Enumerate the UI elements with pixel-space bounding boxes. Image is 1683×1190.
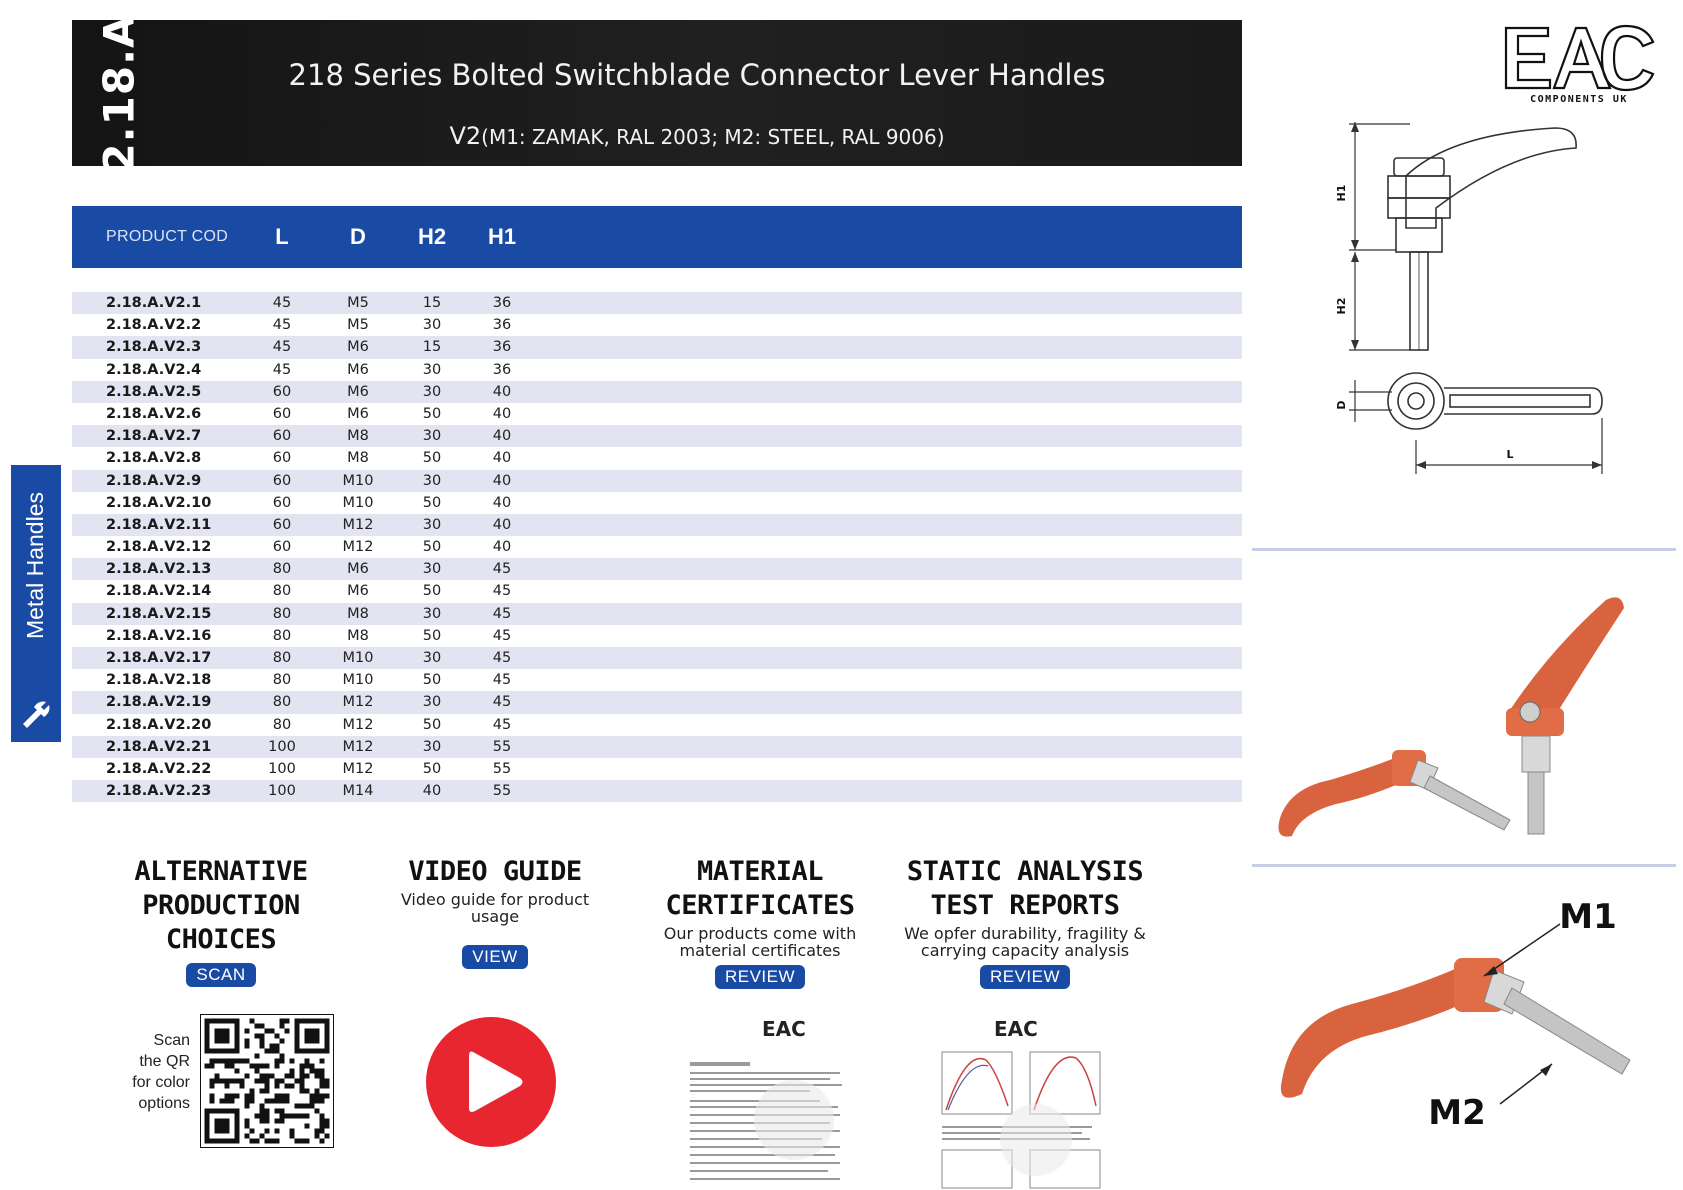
scan-button[interactable]: SCAN <box>186 963 255 987</box>
h2-cell: 15 <box>422 339 442 356</box>
product-code-cell: 2.18.A.V2.16 <box>106 627 212 644</box>
h2-cell: 30 <box>422 650 442 666</box>
d-cell: M5 <box>347 295 369 311</box>
h2-cell: 50 <box>422 450 442 467</box>
table-row <box>72 647 1242 669</box>
test-report-document-thumbnail[interactable] <box>936 1010 1106 1190</box>
h2-cell: 50 <box>422 672 442 689</box>
page-title: 218 Series Bolted Switchblade Connector Lever Handles <box>288 58 1106 92</box>
product-code-cell: 2.18.A.V2.7 <box>106 428 202 445</box>
h2-cell: 50 <box>422 539 442 556</box>
table-row <box>72 736 1242 758</box>
h2-cell: 50 <box>422 494 442 511</box>
callout-m1: M1 <box>1559 897 1617 937</box>
l-cell: 60 <box>272 405 292 422</box>
l-cell: 45 <box>272 295 292 311</box>
product-code-cell: 2.18.A.V2.10 <box>106 494 212 511</box>
section-description: We opfer durability, fragility & carrying capacity analysis <box>904 924 1146 960</box>
d-cell: M12 <box>342 516 374 533</box>
h2-cell: 50 <box>422 760 442 777</box>
d-cell: M10 <box>342 494 374 511</box>
section-description: Our products come with material certificates <box>663 924 857 960</box>
table-row <box>72 425 1242 447</box>
h2-cell: 30 <box>422 383 442 400</box>
qr-code[interactable] <box>200 1014 334 1148</box>
l-cell: 60 <box>272 516 292 533</box>
product-code-cell: 2.18.A.V2.6 <box>106 405 202 422</box>
h1-cell: 40 <box>492 405 512 422</box>
certificate-document-thumbnail[interactable] <box>684 1010 854 1190</box>
svg-text:EAC: EAC <box>994 1017 1038 1041</box>
l-cell: 45 <box>272 361 292 378</box>
section-title: STATIC ANALYSIS TEST REPORTS <box>906 856 1144 921</box>
d-cell: M12 <box>342 760 374 777</box>
alternative-production-section <box>96 855 346 987</box>
d-cell: M6 <box>347 339 369 356</box>
l-cell: 80 <box>272 716 292 733</box>
d-cell: M8 <box>347 428 369 445</box>
table-row <box>72 603 1242 625</box>
product-code-cell: 2.18.A.V2.2 <box>106 317 202 334</box>
category-tab-label: Metal Handles <box>22 491 49 639</box>
h1-cell: 40 <box>492 450 512 467</box>
product-code-cell: 2.18.A.V2.23 <box>106 783 212 800</box>
page-subtitle: V2(M1: ZAMAK, RAL 2003; M2: STEEL, RAL 9006) <box>449 122 945 150</box>
h2-cell: 30 <box>422 561 442 578</box>
d-cell: M14 <box>342 783 374 800</box>
h2-cell: 50 <box>422 583 442 600</box>
l-cell: 60 <box>272 450 292 467</box>
table-row <box>72 780 1242 802</box>
play-video-icon[interactable] <box>425 1016 557 1148</box>
h1-cell: 55 <box>492 738 512 755</box>
category-tab[interactable] <box>11 465 61 742</box>
l-cell: 80 <box>272 583 292 600</box>
h2-cell: 30 <box>422 361 442 378</box>
d-cell: M10 <box>342 650 374 666</box>
h1-cell: 45 <box>492 605 512 622</box>
product-code-cell: 2.18.A.V2.14 <box>106 583 212 600</box>
column-header-l: L <box>275 224 289 249</box>
h1-cell: 40 <box>492 428 512 445</box>
h2-cell: 30 <box>422 428 442 445</box>
l-cell: 80 <box>272 694 292 711</box>
h2-cell: 15 <box>422 295 442 311</box>
divider <box>1252 864 1676 867</box>
table-body <box>72 292 1242 802</box>
h2-cell: 30 <box>422 472 442 489</box>
h1-cell: 36 <box>492 361 512 378</box>
d-cell: M10 <box>342 672 374 689</box>
h2-cell: 30 <box>422 738 442 755</box>
svg-text:EAC: EAC <box>762 1017 806 1041</box>
h1-cell: 45 <box>492 627 512 644</box>
wrench-icon <box>19 696 53 730</box>
technical-drawing <box>1330 118 1660 518</box>
column-header-product-code: PRODUCT COD <box>106 228 229 245</box>
table-row <box>72 714 1242 736</box>
d-cell: M12 <box>342 738 374 755</box>
static-analysis-section <box>900 855 1150 989</box>
h2-cell: 30 <box>422 694 442 711</box>
l-cell: 45 <box>272 317 292 334</box>
table-row <box>72 558 1242 580</box>
product-code-cell: 2.18.A.V2.13 <box>106 561 212 578</box>
h1-cell: 45 <box>492 716 512 733</box>
table-row <box>72 758 1242 780</box>
d-cell: M12 <box>342 539 374 556</box>
h2-cell: 50 <box>422 627 442 644</box>
d-cell: M8 <box>347 605 369 622</box>
table-row <box>72 669 1242 691</box>
l-cell: 60 <box>272 472 292 489</box>
qr-caption: Scan the QR for color options <box>132 1032 190 1112</box>
table-row <box>72 403 1242 425</box>
product-code-cell: 2.18.A.V2.9 <box>106 472 202 489</box>
dim-label-l: L <box>1506 448 1514 461</box>
h2-cell: 40 <box>422 783 442 800</box>
h1-cell: 40 <box>492 472 512 489</box>
table-row <box>72 381 1242 403</box>
product-code-cell: 2.18.A.V2.15 <box>106 605 212 622</box>
h1-cell: 40 <box>492 539 512 556</box>
table-row <box>72 314 1242 336</box>
product-photo <box>1270 590 1670 858</box>
table-row <box>72 336 1242 358</box>
h1-cell: 45 <box>492 650 512 666</box>
view-button[interactable]: VIEW <box>462 945 527 969</box>
h1-cell: 45 <box>492 672 512 689</box>
column-header-h2: H2 <box>417 224 447 249</box>
table-row <box>72 470 1242 492</box>
d-cell: M10 <box>342 472 374 489</box>
product-code-cell: 2.18.A.V2.11 <box>106 516 212 533</box>
d-cell: M5 <box>347 317 369 334</box>
d-cell: M6 <box>347 383 369 400</box>
review-certificates-button[interactable]: REVIEW <box>715 965 805 989</box>
l-cell: 60 <box>272 428 292 445</box>
l-cell: 80 <box>272 627 292 644</box>
material-callout-photo <box>1262 880 1672 1140</box>
d-cell: M8 <box>347 450 369 467</box>
h1-cell: 45 <box>492 694 512 711</box>
section-title: VIDEO GUIDE <box>408 856 582 887</box>
table-row <box>72 580 1242 602</box>
product-code-cell: 2.18.A.V2.5 <box>106 383 202 400</box>
l-cell: 45 <box>272 339 292 356</box>
table-row <box>72 514 1242 536</box>
h1-cell: 36 <box>492 295 512 311</box>
h1-cell: 40 <box>492 494 512 511</box>
l-cell: 100 <box>268 738 296 755</box>
table-row <box>72 359 1242 381</box>
h1-cell: 36 <box>492 339 512 356</box>
header-banner <box>72 13 1242 173</box>
d-cell: M12 <box>342 716 374 733</box>
dim-label-d: D <box>1335 400 1348 410</box>
table-row <box>72 536 1242 558</box>
review-reports-button[interactable]: REVIEW <box>980 965 1070 989</box>
logo-subtext: COMPONENTS UK <box>1530 94 1628 105</box>
video-guide-section <box>370 855 620 969</box>
table-row <box>72 492 1242 514</box>
h1-cell: 40 <box>492 383 512 400</box>
section-title: MATERIAL CERTIFICATES <box>665 856 855 921</box>
product-code-cell: 2.18.A.V2.4 <box>106 361 202 378</box>
d-cell: M6 <box>347 583 369 600</box>
product-code-cell: 2.18.A.V2.1 <box>106 295 202 311</box>
l-cell: 60 <box>272 539 292 556</box>
d-cell: M8 <box>347 627 369 644</box>
h2-cell: 30 <box>422 317 442 334</box>
product-code-cell: 2.18.A.V2.20 <box>106 716 212 733</box>
h1-cell: 55 <box>492 783 512 800</box>
d-cell: M12 <box>342 694 374 711</box>
product-code-cell: 2.18.A.V2.12 <box>106 539 212 556</box>
d-cell: M6 <box>347 561 369 578</box>
product-code-cell: 2.18.A.V2.19 <box>106 694 212 711</box>
column-header-h1: H1 <box>487 224 517 249</box>
l-cell: 80 <box>272 650 292 666</box>
eac-logo <box>1498 16 1658 108</box>
dim-label-h2: H2 <box>1335 297 1348 315</box>
h2-cell: 30 <box>422 516 442 533</box>
h1-cell: 36 <box>492 317 512 334</box>
product-code-cell: 2.18.A.V2.17 <box>106 650 212 666</box>
column-header-d: D <box>350 224 366 249</box>
l-cell: 100 <box>268 783 296 800</box>
section-title: ALTERNATIVE PRODUCTION CHOICES <box>134 856 308 955</box>
h1-cell: 45 <box>492 583 512 600</box>
table-row <box>72 625 1242 647</box>
h2-cell: 50 <box>422 716 442 733</box>
d-cell: M6 <box>347 405 369 422</box>
d-cell: M6 <box>347 361 369 378</box>
product-code-cell: 2.18.A.V2.21 <box>106 738 212 755</box>
table-row <box>72 691 1242 713</box>
product-code-cell: 2.18.A.V2.22 <box>106 760 212 777</box>
l-cell: 80 <box>272 605 292 622</box>
product-code-cell: 2.18.A.V2.8 <box>106 450 202 467</box>
product-code-cell: 2.18.A.V2.3 <box>106 339 202 356</box>
l-cell: 60 <box>272 383 292 400</box>
h1-cell: 40 <box>492 516 512 533</box>
divider <box>1252 548 1676 551</box>
material-certificates-section <box>640 855 880 989</box>
product-code-cell: 2.18.A.V2.18 <box>106 672 212 689</box>
h2-cell: 30 <box>422 605 442 622</box>
h1-cell: 45 <box>492 561 512 578</box>
h1-cell: 55 <box>492 760 512 777</box>
table-row <box>72 447 1242 469</box>
table-header <box>72 206 1242 268</box>
table-row <box>72 292 1242 314</box>
h2-cell: 50 <box>422 405 442 422</box>
section-description: Video guide for product usage <box>400 890 590 926</box>
l-cell: 100 <box>268 760 296 777</box>
l-cell: 80 <box>272 672 292 689</box>
dim-label-h1: H1 <box>1335 184 1348 202</box>
l-cell: 80 <box>272 561 292 578</box>
callout-m2: M2 <box>1428 1093 1486 1133</box>
l-cell: 60 <box>272 494 292 511</box>
series-code: 2.18.A <box>94 13 144 173</box>
